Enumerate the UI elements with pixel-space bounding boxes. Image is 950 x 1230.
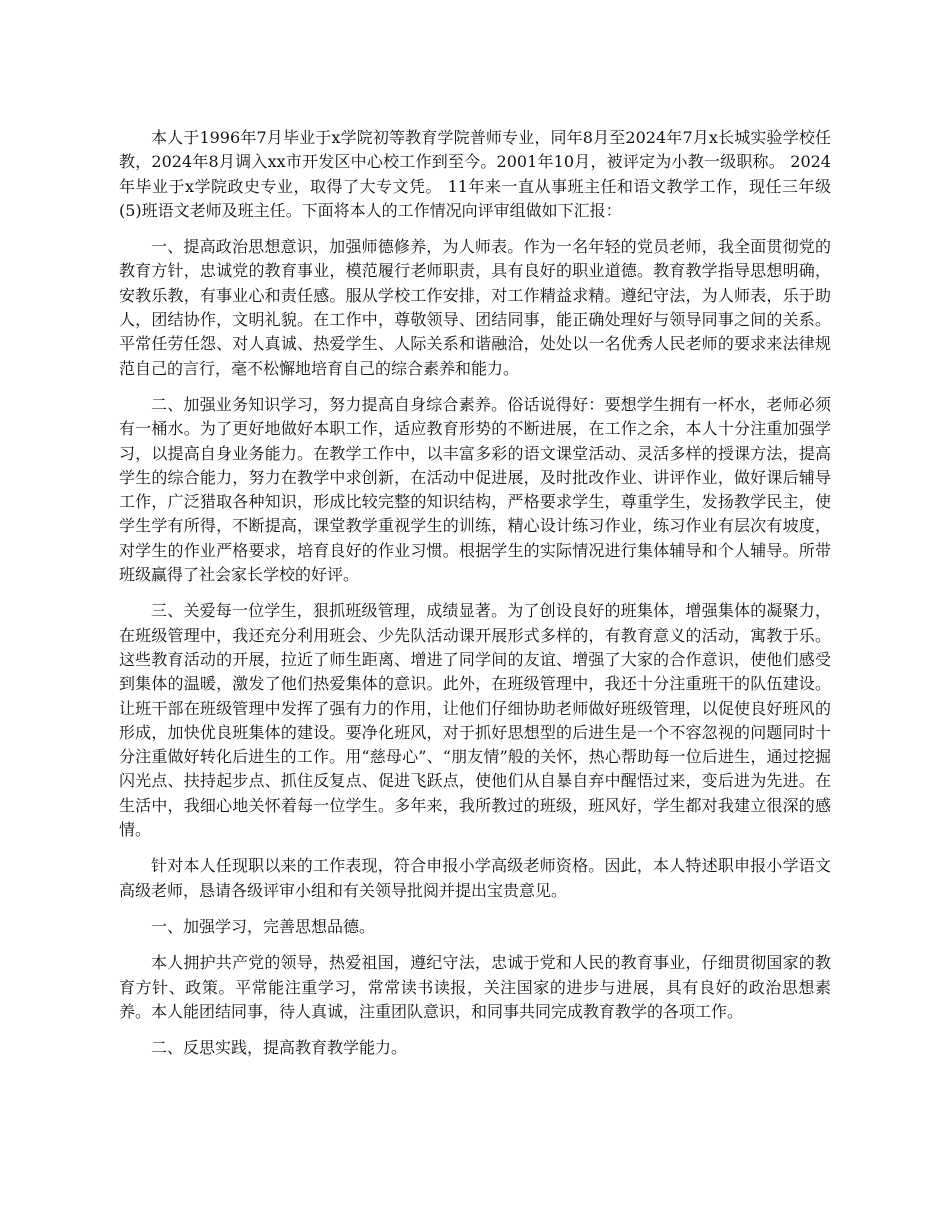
heading-strengthen-study: 一、加强学习，完善思想品德。	[151, 916, 376, 936]
heading-reflect-practice: 二、反思实践，提高教育教学能力。	[151, 1038, 408, 1058]
paragraph-intro: 本人于1996年7月毕业于x学院初等教育学院普师专业，同年8月至2024年7月x长城实验学校任教，2024年8月调入xx市开发区中心校工作到至今。2001年10月，被评定为小教一级职称。 2024年毕业于x学院政史专业，取得了大专文凭。 11年来一直从事班主任和语文教学工作，现任三年级(5)班语文老师及班主任。下面将本人的工作情况向评审组做如下汇报：	[119, 128, 831, 220]
paragraph-section-3: 三、关爱每一位学生，狠抓班级管理，成绩显著。为了创设良好的班集体，增强集体的凝聚力，在班级管理中，我还充分利用班会、少先队活动课开展形式多样的，有教育意义的活动，寓教于乐。这些教育活动的开展，拉近了师生距离、增进了同学间的友谊、增强了大家的合作意识，使他们感受到集体的温暖，激发了他们热爱集体的意识。此外，在班级管理中，我还十分注重班干的队伍建设。让班干部在班级管理中发挥了强有力的作用，让他们仔细协助老师做好班级管理，以促使良好班风的形成，加快优良班集体的建设。要净化班风，对于抓好思想型的后进生是一个不容忽视的问题同时十分注重做好转化后进生的工作。用“慈母心”、“朋友情”般的关怀，热心帮助每一位后进生，通过挖掘闪光点、扶持起步点、抓住反复点、促进飞跃点，使他们从自暴自弃中醒悟过来，变后进为先进。在生活中，我细心地关怀着每一位学生。多年来，我所教过的班级，班风好，学生都对我建立很深的感情。	[119, 601, 831, 840]
document-body	[119, 126, 831, 1072]
paragraph-application: 针对本人任现职以来的工作表现，符合申报小学高级老师资格。因此，本人特述职申报小学语文高级老师，恳请各级评审小组和有关领导批阅并提出宝贵意见。	[119, 856, 831, 900]
paragraph-study-detail: 本人拥护共产党的领导，热爱祖国，遵纪守法，忠诚于党和人民的教育事业，仔细贯彻国家的教育方针、政策。平常能注重学习，常常读书读报，关注国家的进步与进展，具有良好的政治思想素养。本人能团结同事，待人真诚，注重团队意识，和同事共同完成教育教学的各项工作。	[119, 953, 831, 1021]
paragraph-section-2: 二、加强业务知识学习，努力提高自身综合素养。俗话说得好：要想学生拥有一杯水，老师必须有一桶水。为了更好地做好本职工作，适应教育形势的不断进展，在工作之余，本人十分注重加强学习，以提高自身业务能力。在教学工作中，以丰富多彩的语文课堂活动、灵活多样的授课方法，提高学生的综合能力，努力在教学中求创新，在活动中促进展，及时批改作业、讲评作业，做好课后辅导工作，广泛猎取各种知识，形成比较完整的知识结构，严格要求学生，尊重学生，发扬教学民主，使学生学有所得，不断提高，课堂教学重视学生的训练，精心设计练习作业，练习作业有层次有坡度，对学生的作业严格要求，培育良好的作业习惯。根据学生的实际情况进行集体辅导和个人辅导。所带班级赢得了社会家长学校的好评。	[119, 394, 831, 585]
paragraph-section-1: 一、提高政治思想意识，加强师德修养，为人师表。作为一名年轻的党员老师，我全面贯彻党的教育方针，忠诚党的教育事业，模范履行老师职责，具有良好的职业道德。教育教学指导思想明确，安教乐教，有事业心和责任感。服从学校工作安排，对工作精益求精。遵纪守法，为人师表，乐于助人，团结协作，文明礼貌。在工作中，尊敬领导、团结同事，能正确处理好与领导同事之间的关系。平常任劳任怨、对人真诚、热爱学生、人际关系和谐融洽，处处以一名优秀人民老师的要求来法律规范自己的言行，毫不松懈地培育自己的综合素养和能力。	[119, 237, 831, 378]
